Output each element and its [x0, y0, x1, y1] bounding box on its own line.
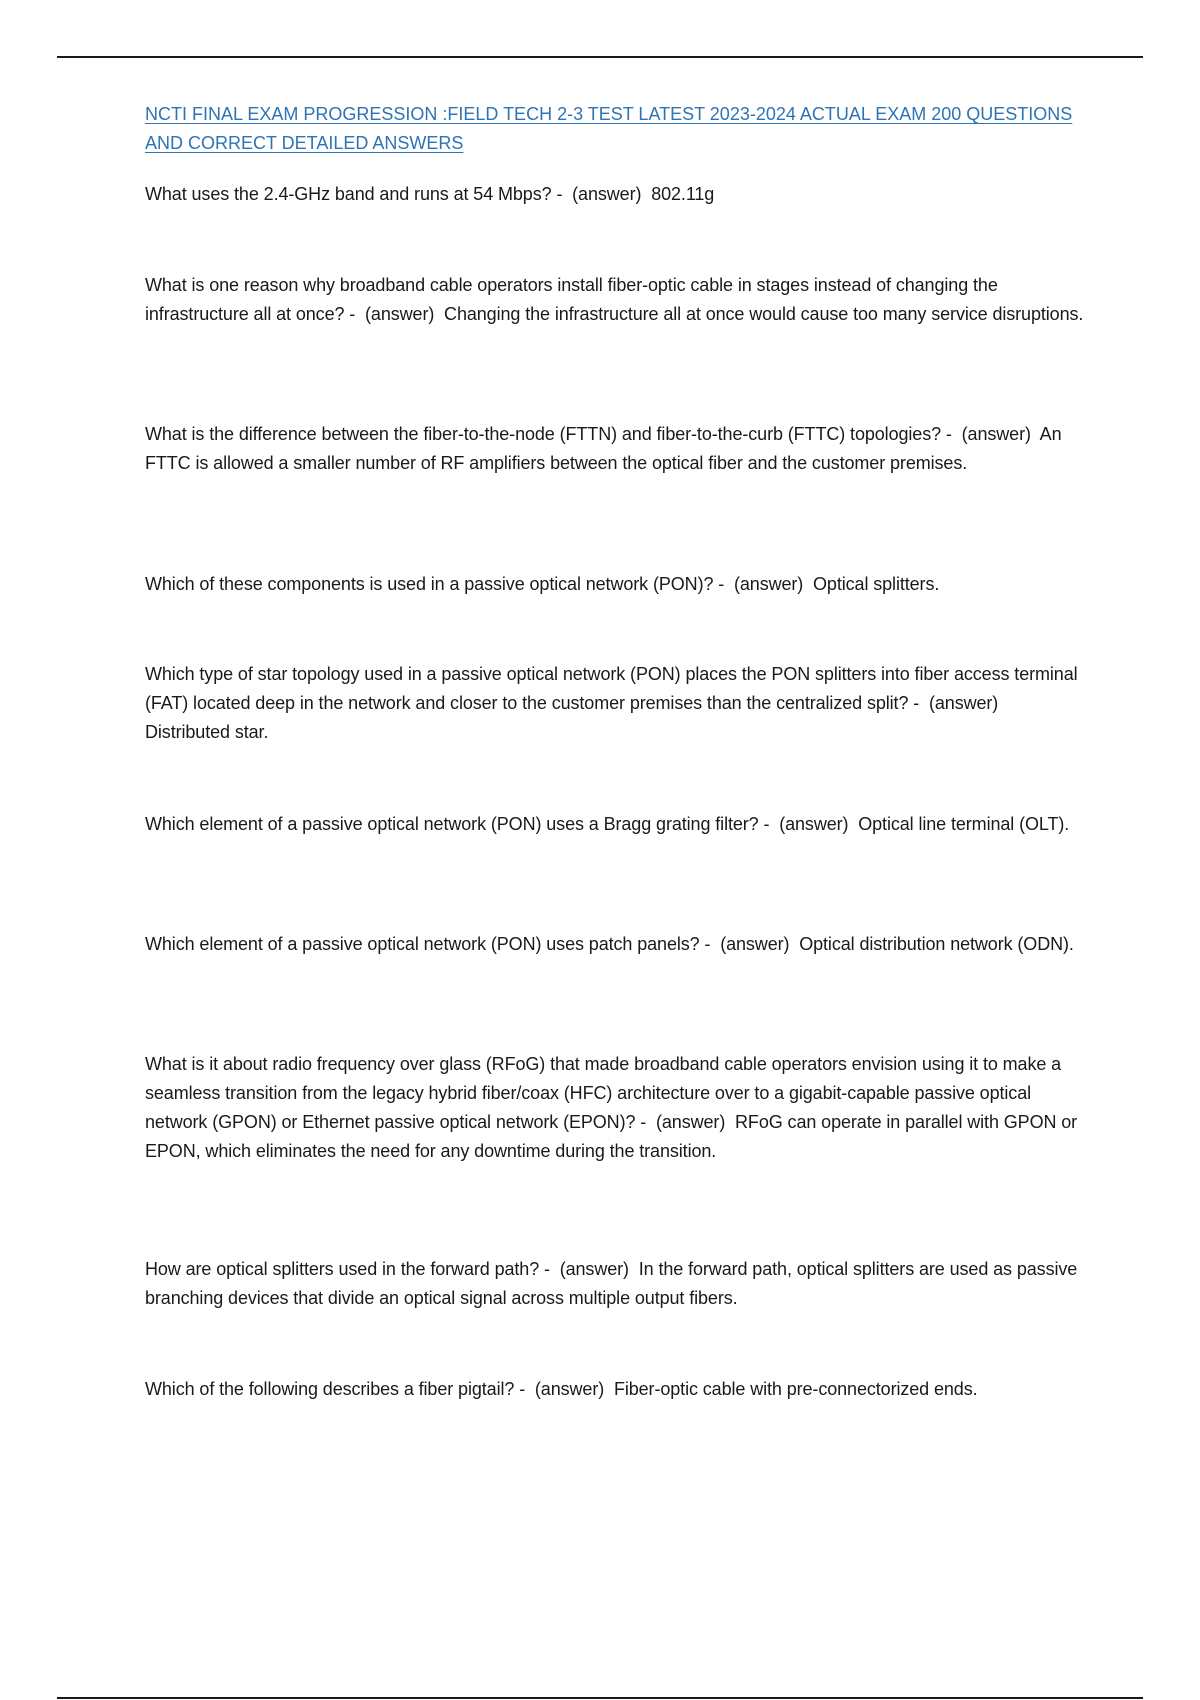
answer-text: Changing the infrastructure all at once would cause too many service disruptions. [444, 304, 1084, 324]
separator: - [699, 934, 721, 954]
separator: - [539, 1259, 560, 1279]
separator: - [514, 1379, 535, 1399]
qa-item-10 [145, 1375, 1090, 1404]
separator: - [713, 574, 734, 594]
answer-text: In the forward path, optical splitters are used as passive branching devices that divide an optical signal across multiple output fibers. [145, 1259, 1078, 1308]
answer-text: Optical splitters. [813, 574, 940, 594]
separator: - [758, 814, 780, 834]
answer-text: Fiber-optic cable with pre-connectorized ends. [613, 1379, 978, 1399]
question-text: Which element of a passive optical network (PON) uses patch panels? [145, 934, 700, 954]
answer-tag: (answer) [733, 574, 804, 594]
answer-text: 802.11g [651, 184, 715, 204]
top-rule [57, 56, 1143, 58]
question-text: What is the difference between the fiber-to-the-node (FTTN) and fiber-to-the-curb (FTTC) topologies? [145, 424, 942, 444]
separator: - [635, 1112, 656, 1132]
answer-tag: (answer) [779, 814, 849, 834]
qa-item-6 [145, 810, 1090, 839]
answer-tag: (answer) [572, 184, 642, 204]
question-text: Which type of star topology used in a passive optical network (PON) places the PON splitters into fiber access terminal (FAT) located deep in the network and closer to the customer premises than the centralized split? [145, 664, 1078, 713]
separator: - [344, 304, 366, 324]
question-text: What is one reason why broadband cable operators install fiber-optic cable in stages instead of changing the infrastructure all at once? [145, 275, 998, 324]
qa-item-5 [145, 660, 1090, 747]
answer-tag: (answer) [534, 1379, 605, 1399]
answer-tag: (answer) [365, 304, 435, 324]
separator: - [551, 184, 573, 204]
separator: - [941, 424, 962, 444]
separator: - [908, 693, 929, 713]
answer-tag: (answer) [656, 1112, 726, 1132]
answer-text: Distributed star. [145, 722, 269, 742]
qa-item-4 [145, 570, 1090, 599]
answer-text: Optical line terminal (OLT). [858, 814, 1070, 834]
answer-text: An FTTC is allowed a smaller number of RF amplifiers between the optical fiber and the customer premises. [145, 424, 1062, 473]
answer-tag: (answer) [961, 424, 1031, 444]
qa-item-2 [145, 271, 1090, 329]
bottom-rule [57, 1697, 1143, 1699]
qa-item-7 [145, 930, 1090, 959]
qa-item-3 [145, 420, 1090, 478]
document-title: NCTI FINAL EXAM PROGRESSION :FIELD TECH 2-3 TEST LATEST 2023-2024 ACTUAL EXAM 200 QUESTIONS AND CORRECT DETAILED ANSWERS [145, 104, 1073, 153]
answer-text: RFoG can operate in parallel with GPON or EPON, which eliminates the need for any downtime during the transition. [145, 1112, 1078, 1161]
answer-text: Optical distribution network (ODN). [799, 934, 1074, 954]
question-text: Which of the following describes a fiber pigtail? [145, 1379, 515, 1399]
question-text: What uses the 2.4-GHz band and runs at 54 Mbps? [145, 184, 552, 204]
qa-item-9 [145, 1255, 1090, 1313]
answer-tag: (answer) [928, 693, 999, 713]
qa-item-8 [145, 1050, 1090, 1166]
qa-item-1 [145, 180, 1090, 209]
answer-tag: (answer) [720, 934, 790, 954]
question-text: How are optical splitters used in the forward path? [145, 1259, 540, 1279]
answer-tag: (answer) [559, 1259, 629, 1279]
question-text: What is it about radio frequency over glass (RFoG) that made broadband cable operators envision using it to make a seamless transition from the legacy hybrid fiber/coax (HFC) architecture over to a gigabit-capable passive optical network (GPON) or Ethernet passive optical network (EPON)? [145, 1054, 1062, 1132]
question-text: Which element of a passive optical network (PON) uses a Bragg grating filter? [145, 814, 759, 834]
question-text: Which of these components is used in a passive optical network (PON)? [145, 574, 714, 594]
